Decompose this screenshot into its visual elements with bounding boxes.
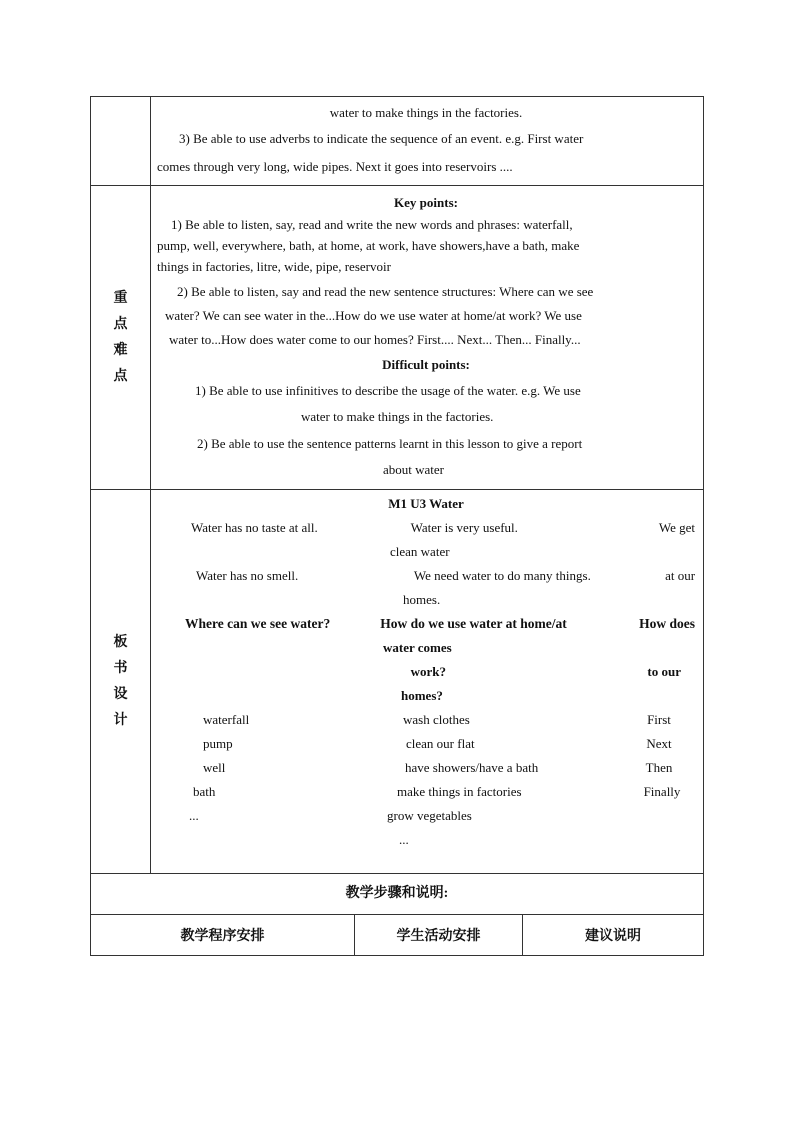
column-header: 建议说明	[523, 915, 704, 956]
difficult-point-line: about water	[383, 462, 445, 477]
board-text: ...	[399, 832, 409, 847]
label-char: 点	[113, 368, 128, 384]
board-row	[157, 540, 695, 564]
board-list-row	[157, 756, 695, 780]
board-text: bath	[193, 784, 216, 799]
label-char: 难	[113, 342, 128, 358]
board-question: homes?	[401, 688, 443, 703]
board-text: make things in factories	[397, 784, 522, 799]
label-char: 重	[113, 290, 128, 306]
lesson-plan-sheet	[90, 96, 703, 956]
board-text: We get	[658, 520, 696, 535]
board-text: Next	[646, 736, 672, 751]
board-text: First	[647, 712, 671, 727]
board-text: waterfall	[203, 712, 250, 727]
board-list-row	[157, 828, 695, 852]
board-text: Water has no smell.	[196, 568, 299, 583]
board-question: How does	[639, 616, 696, 631]
board-text: Water has no taste at all.	[191, 520, 318, 535]
difficult-point-line: 1) Be able to use infinitives to describe the usage of the water. e.g. We use	[195, 383, 581, 398]
board-row	[157, 516, 695, 540]
label-char: 点	[113, 316, 128, 332]
board-text: Finally	[643, 784, 681, 799]
objective-line: 3) Be able to use adverbs to indicate the sequence of an event. e.g. First water	[179, 131, 584, 146]
board-text: We need water to do many things.	[413, 568, 591, 583]
key-point-line: water? We can see water in the...How do we use water at home/at work? We use	[165, 308, 582, 323]
key-difficult-label	[91, 186, 151, 490]
board-design-row	[91, 490, 704, 874]
key-point-line: water to...How does water come to our homes? First.... Next... Then... Finally...	[169, 332, 581, 347]
board-question: to our	[647, 664, 681, 679]
board-text: homes.	[403, 592, 441, 607]
board-text: wash clothes	[403, 712, 470, 727]
board-text: clean our flat	[406, 736, 475, 751]
board-question-row	[157, 636, 695, 660]
board-list-row	[157, 804, 695, 828]
difficult-points-heading: Difficult points:	[382, 357, 470, 372]
key-point-line: 1) Be able to listen, say, read and write the new words and phrases: waterfall,	[171, 217, 573, 232]
board-question-row	[157, 684, 695, 708]
board-list-row	[157, 780, 695, 804]
key-point-line: 2) Be able to listen, say and read the new sentence structures: Where can we see	[177, 284, 594, 299]
board-question: water comes	[383, 640, 452, 655]
board-text: well	[203, 760, 226, 775]
board-text: Then	[645, 760, 673, 775]
board-design-label	[91, 490, 151, 874]
objective-line: water to make things in the factories.	[329, 105, 523, 120]
objective-line: comes through very long, wide pipes. Next it goes into reservoirs ....	[157, 159, 513, 174]
board-design-cell	[151, 490, 704, 874]
board-question: work?	[410, 664, 446, 679]
board-list-row	[157, 732, 695, 756]
label-char: 板	[113, 634, 128, 650]
key-points-row	[91, 186, 704, 490]
board-text: grow vegetables	[387, 808, 472, 823]
key-points-heading: Key points:	[394, 195, 458, 210]
key-point-line: things in factories, litre, wide, pipe, reservoir	[157, 259, 391, 274]
board-question: How do we use water at home/at	[380, 616, 567, 631]
board-question: Where can we see water?	[185, 616, 331, 631]
empty-label-cell	[91, 97, 151, 186]
column-header: 教学程序安排	[91, 915, 355, 956]
difficult-point-line: 2) Be able to use the sentence patterns learnt in this lesson to give a report	[197, 436, 583, 451]
board-question-row	[157, 660, 695, 684]
label-char: 设	[113, 686, 128, 702]
label-char: 计	[113, 712, 128, 728]
difficult-point-line: water to make things in the factories.	[301, 409, 494, 424]
board-row	[157, 564, 695, 588]
key-point-line: pump, well, everywhere, bath, at home, at work, have showers,have a bath, make	[157, 238, 580, 253]
board-text: clean water	[390, 544, 450, 559]
board-text: have showers/have a bath	[405, 760, 539, 775]
board-text: Water is very useful.	[410, 520, 518, 535]
column-headers-row	[91, 915, 704, 956]
objectives-continued-row	[91, 97, 704, 186]
board-text: at our	[665, 568, 696, 583]
key-points-cell	[151, 186, 704, 490]
lesson-plan-table	[90, 96, 704, 956]
board-list-row	[157, 708, 695, 732]
label-char: 书	[113, 660, 128, 676]
steps-header: 教学步骤和说明:	[91, 874, 704, 915]
steps-header-row	[91, 874, 704, 915]
board-question-row	[157, 612, 695, 636]
board-text: ...	[189, 808, 199, 823]
objectives-continued-cell	[151, 97, 704, 186]
board-title: M1 U3 Water	[388, 496, 464, 511]
column-header: 学生活动安排	[355, 915, 523, 956]
board-text: pump	[203, 736, 233, 751]
board-row	[157, 588, 695, 612]
